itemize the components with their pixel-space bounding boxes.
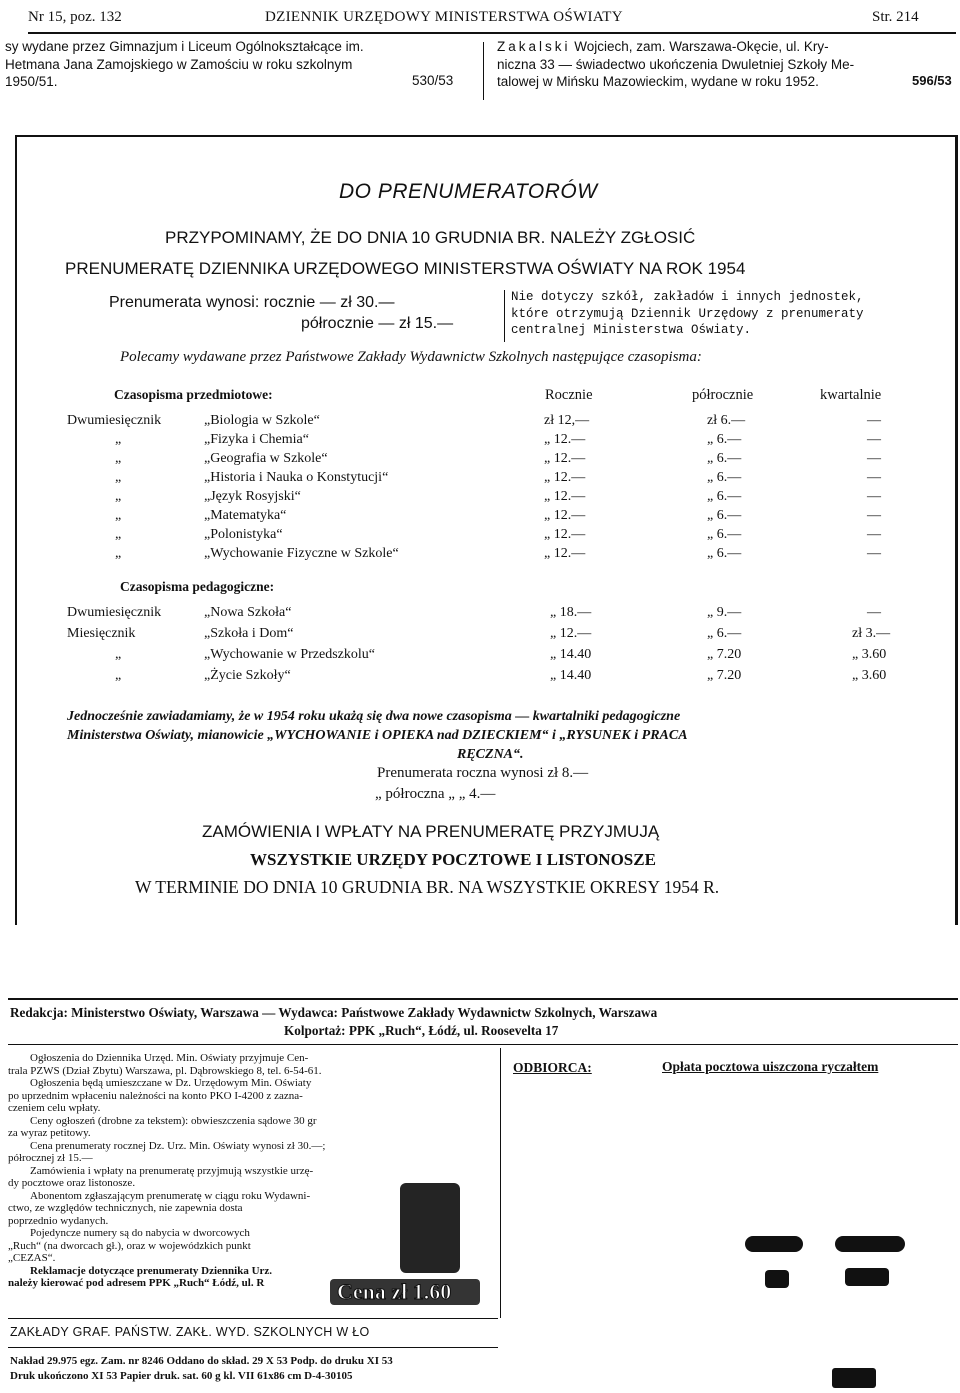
top-right-text	[497, 38, 957, 91]
row-title: „Geografia w Szkole“	[204, 451, 328, 466]
footer-rule-mid	[8, 1044, 958, 1045]
row-type: „	[115, 470, 122, 485]
row-title: „Nowa Szkoła“	[204, 605, 292, 620]
top-left-line: 1950/51.	[5, 74, 58, 89]
row-type: „	[115, 508, 122, 523]
row-title: „Życie Szkoły“	[204, 668, 291, 683]
notice-title: DO PRENUMERATORÓW	[339, 180, 598, 203]
table-row	[67, 647, 907, 666]
editorial-line: Redakcja: Ministerstwo Oświaty, Warszawa — Wydawca: Państwowe Zakłady Wydawnictw Szkolnych, Warszawa	[10, 1005, 658, 1020]
note-line: trala PZWS (Dział Zbytu) Warszawa, pl. Dąbrowskiego 8, tel. 6-54-61.	[8, 1064, 322, 1077]
imprint-line-2: Druk ukończono XI 53 Papier druk. sat. 60 g kl. VII 61x86 cm D-4-30105	[10, 1370, 353, 1382]
ink-smudge	[832, 1368, 876, 1388]
row-annual: „ 12.—	[544, 451, 586, 466]
row-annual: „ 14.40	[550, 668, 592, 683]
ink-smudge	[845, 1268, 889, 1286]
top-right-name: Zakalski	[497, 39, 571, 54]
table-row	[67, 546, 907, 565]
row-half: „ 6.—	[707, 527, 742, 542]
table-row	[67, 668, 907, 687]
row-type: „	[115, 527, 122, 542]
ink-smudge	[400, 1183, 460, 1273]
notice-line-2: PRENUMERATĘ DZIENNIKA URZĘDOWEGO MINISTERSTWA OŚWIATY NA ROK 1954	[65, 259, 746, 278]
row-title: „Biologia w Szkole“	[204, 413, 320, 428]
row-type: „	[115, 451, 122, 466]
row-quarter: —	[867, 432, 881, 447]
row-half: „ 6.—	[707, 432, 742, 447]
issue-number: Nr 15, poz. 132	[28, 9, 122, 25]
row-half: „ 6.—	[707, 508, 742, 523]
row-title: „Wychowanie Fizyczne w Szkole“	[204, 546, 399, 561]
header-rule	[28, 32, 956, 34]
recommend-line: Polecamy wydawane przez Państwowe Zakłady Wydawnictw Szkolnych następujące czasopisma:	[120, 349, 702, 365]
row-type: „	[115, 489, 122, 504]
table-row	[67, 451, 907, 470]
row-half: zł 6.—	[707, 413, 746, 428]
top-left-ref: 530/53	[412, 73, 454, 88]
row-type: Dwumiesięcznik	[67, 413, 162, 428]
journal-title: DZIENNIK URZĘDOWY MINISTERSTWA OŚWIATY	[265, 9, 623, 25]
row-quarter: —	[867, 508, 881, 523]
row-title: „Szkoła i Dom“	[204, 626, 294, 641]
top-left-line: Hetmana Jana Zamojskiego w Zamościu w roku szkolnym	[5, 56, 353, 72]
note-line: półrocznej zł 15.—	[8, 1152, 93, 1164]
note-line: Cena prenumeraty rocznej Dz. Urz. Min. Oświaty wynosi zł 30.—;	[30, 1139, 326, 1152]
row-annual: „ 12.—	[544, 546, 586, 561]
table-row	[67, 470, 907, 489]
row-half: „ 6.—	[707, 626, 742, 641]
exemption-line: Nie dotyczy szkół, zakładów i innych jednostek,	[511, 290, 864, 304]
ink-smudge	[765, 1270, 789, 1288]
top-right-line: niczna 33 — świadectwo ukończenia Dwuletniej Szkoły Me-	[497, 56, 855, 72]
distribution-line: Kolportaż: PPK „Ruch“, Łódź, ul. Roosevelta 17	[284, 1023, 559, 1038]
table-row	[67, 413, 907, 432]
orders-line-3	[135, 877, 719, 898]
note-line: czeniem celu wpłaty.	[8, 1102, 101, 1114]
row-quarter: —	[867, 489, 881, 504]
recipient-label: ODBIORCA:	[513, 1060, 592, 1075]
row-half: „ 7.20	[707, 668, 742, 683]
row-type: Miesięcznik	[67, 626, 136, 641]
note-line: Zamówienia i wpłaty na prenumeratę przyjmują wszystkie urzę-	[30, 1164, 314, 1177]
row-half: „ 9.—	[707, 605, 742, 620]
row-half: „ 6.—	[707, 451, 742, 466]
row-annual: „ 12.—	[544, 527, 586, 542]
row-title: „Polonistyka“	[204, 527, 283, 542]
note-line: ctwo, ze względów technicznych, nie zapewnia dosta	[8, 1202, 243, 1214]
row-annual: „ 12.—	[544, 508, 586, 523]
price-half: półrocznie — zł 15.—	[301, 315, 454, 332]
note-line: Ogłoszenia będą umieszczane w Dz. Urzędowym Min. Oświaty	[30, 1077, 312, 1089]
row-annual: „ 12.—	[544, 489, 586, 504]
row-quarter: —	[867, 546, 881, 561]
row-half: „ 6.—	[707, 546, 742, 561]
column-divider	[483, 42, 484, 100]
printer-line: ZAKŁADY GRAF. PAŃSTW. ZAKŁ. WYD. SZKOLNYCH W ŁO	[10, 1325, 370, 1339]
announcement-line: RĘCZNA“.	[457, 747, 524, 762]
table-row	[67, 432, 907, 451]
row-annual: „ 12.—	[550, 626, 592, 641]
notice-box	[15, 135, 958, 925]
row-annual: „ 18.—	[550, 605, 592, 620]
row-title: „Fizyka i Chemia“	[204, 432, 309, 447]
pedagogical-section-header: Czasopisma pedagogiczne:	[120, 579, 275, 594]
note-line: Reklamacje dotyczące prenumeraty Dziennika Urz.	[30, 1264, 273, 1277]
row-title: „Język Rosyjski“	[204, 489, 301, 504]
ink-smudge	[835, 1236, 905, 1252]
announcement	[67, 707, 927, 764]
table-row	[67, 605, 907, 624]
exemption-note	[511, 289, 864, 339]
top-right-line: talowej w Mińsku Mazowieckim, wydane w roku 1952.	[497, 74, 819, 89]
page-number: Str. 214	[872, 9, 919, 25]
new-sub-annual: Prenumerata roczna wynosi zł 8.—	[377, 765, 589, 781]
top-left-line: sy wydane przez Gimnazjum i Liceum Ogólnokształcące im.	[5, 39, 364, 54]
top-right-line: Wojciech, zam. Warszawa-Okęcie, ul. Kry-	[574, 39, 829, 54]
row-type: „	[115, 432, 122, 447]
note-line: Pojedyncze numery są do nabycia w dworcowych	[30, 1227, 250, 1239]
row-quarter: —	[867, 605, 881, 620]
top-right-ref: 596/53	[912, 73, 952, 88]
announcement-line: Ministerstwa Oświaty, mianowicie „WYCHOWANIE i OPIEKA nad DZIECKIEM“ i „RYSUNEK i PRACA	[67, 728, 688, 743]
note-line: za wyraz petitowy.	[8, 1127, 91, 1139]
row-annual: „ 14.40	[550, 647, 592, 662]
table-row	[67, 527, 907, 546]
orders-line-1: ZAMÓWIENIA I WPŁATY NA PRENUMERATĘ PRZYJMUJĄ	[202, 822, 660, 841]
row-type: Dwumiesięcznik	[67, 605, 162, 620]
row-quarter: „ 3.60	[852, 647, 887, 662]
row-quarter: —	[867, 470, 881, 485]
subject-section-header: Czasopisma przedmiotowe:	[114, 387, 273, 402]
note-line: dy pocztowe oraz listonosze.	[8, 1177, 136, 1189]
row-half: „ 6.—	[707, 489, 742, 504]
row-title: „Matematyka“	[204, 508, 287, 523]
row-half: „ 6.—	[707, 470, 742, 485]
row-quarter: „ 3.60	[852, 668, 887, 683]
note-line: Abonentom zgłaszającym prenumeratę w ciągu roku Wydawni-	[30, 1189, 311, 1202]
row-title: „Historia i Nauka o Konstytucji“	[204, 470, 389, 485]
imprint-line-1: Nakład 29.975 egz. Zam. nr 8246 Oddano do skład. 29 X 53 Podp. do druku XI 53	[10, 1355, 393, 1367]
ink-smudge	[745, 1236, 803, 1252]
row-quarter: —	[867, 527, 881, 542]
note-line: „Ruch“ (na dworcach gł.), oraz w wojewódzkich punkt	[8, 1239, 251, 1252]
price-label: Cena zł 1.60	[337, 1279, 452, 1304]
new-sub-half: „ półroczna „ „ 4.—	[375, 786, 496, 802]
note-line: Ogłoszenia do Dziennika Urzęd. Min. Oświaty przyjmuje Cen-	[30, 1052, 309, 1064]
exemption-line: które otrzymują Dziennik Urzędowy z prenumeraty	[511, 306, 864, 321]
note-line: po uprzednim wpłaceniu należności na konto PKO I-4200 z zazna-	[8, 1089, 303, 1102]
col-half-header: półrocznie	[692, 387, 754, 403]
note-line: „CEZAS“.	[8, 1252, 56, 1264]
footer-rule-bottom	[8, 1318, 498, 1319]
orders-line-2: WSZYSTKIE URZĘDY POCZTOWE I LISTONOSZE	[250, 850, 656, 869]
postage-note: Opłata pocztowa uiszczona ryczałtem	[662, 1059, 879, 1074]
table-row	[67, 508, 907, 527]
col-annual-header: Rocznie	[545, 387, 593, 403]
price-annual: Prenumerata wynosi: rocznie — zł 30.—	[109, 294, 395, 311]
orders-line-3-text: W TERMINIE DO DNIA 10 GRUDNIA BR. NA WSZYSTKIE OKRESY 1954 R.	[135, 877, 720, 897]
row-type: „	[115, 668, 122, 683]
notice-line-1: PRZYPOMINAMY, ŻE DO DNIA 10 GRUDNIA BR. NALEŻY ZGŁOSIĆ	[165, 228, 696, 247]
imprint-rule	[8, 1347, 498, 1348]
price-divider	[504, 290, 505, 342]
row-type: „	[115, 647, 122, 662]
exemption-line: centralnej Ministerstwa Oświaty.	[511, 323, 752, 337]
row-annual: „ 12.—	[544, 432, 586, 447]
col-quarter-header: kwartalnie	[820, 387, 882, 403]
row-annual: „ 12.—	[544, 470, 586, 485]
announcement-line: Jednocześnie zawiadamiamy, że w 1954 roku ukażą się dwa nowe czasopisma — kwartalniki pedagogiczne	[67, 709, 681, 724]
table-row	[67, 489, 907, 508]
table-row	[67, 626, 907, 645]
footer-rule-top	[8, 998, 958, 1000]
row-type: „	[115, 546, 122, 561]
row-quarter: —	[867, 451, 881, 466]
row-half: „ 7.20	[707, 647, 742, 662]
row-annual: zł 12,—	[544, 413, 590, 428]
note-line: należy kierować pod adresem PPK „Ruch“ Łódź, ul. R	[8, 1277, 265, 1289]
row-title: „Wychowanie w Przedszkolu“	[204, 647, 375, 662]
row-quarter: zł 3.—	[852, 626, 891, 641]
row-quarter: —	[867, 413, 881, 428]
note-line: poprzednio wydanych.	[8, 1214, 109, 1227]
note-line: Ceny ogłoszeń (drobne za tekstem): obwieszczenia sądowe 30 gr	[30, 1114, 317, 1127]
top-left-text	[5, 38, 475, 91]
footer-column-divider	[500, 1048, 501, 1318]
